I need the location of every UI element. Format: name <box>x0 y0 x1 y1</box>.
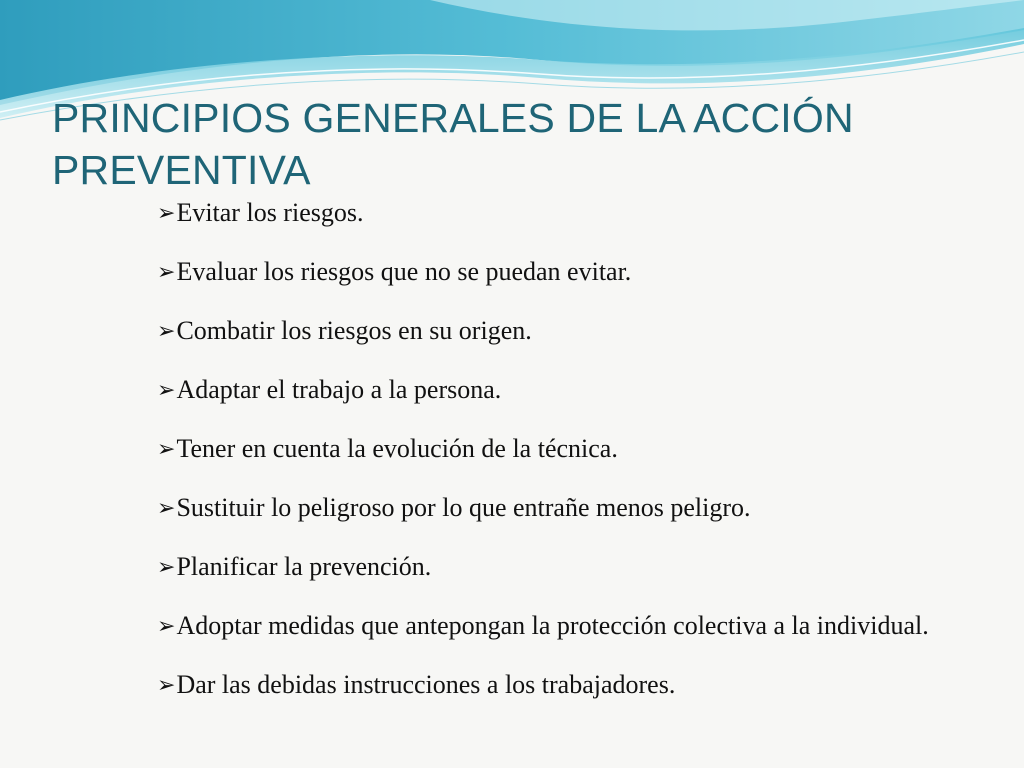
bullet-text: Evaluar los riesgos que no se puedan evitar. <box>176 257 632 286</box>
arrow-bullet-icon: ➢ <box>157 259 176 284</box>
arrow-bullet-icon: ➢ <box>157 436 176 461</box>
bullet-item <box>157 255 967 290</box>
bullet-item <box>157 432 967 467</box>
bullet-item <box>157 550 967 585</box>
arrow-bullet-icon: ➢ <box>157 554 176 579</box>
bullet-text: Adoptar medidas que antepongan la protección colectiva a la individual. <box>176 611 929 640</box>
bullet-item <box>157 609 967 644</box>
bullet-text: Evitar los riesgos. <box>176 198 364 227</box>
bullet-item <box>157 668 967 703</box>
bullet-item <box>157 314 967 349</box>
arrow-bullet-icon: ➢ <box>157 672 176 697</box>
bullet-item <box>157 491 967 526</box>
bullet-item <box>157 373 967 408</box>
arrow-bullet-icon: ➢ <box>157 495 176 520</box>
bullet-item <box>157 196 967 231</box>
bullet-text: Combatir los riesgos en su origen. <box>176 316 532 345</box>
arrow-bullet-icon: ➢ <box>157 200 176 225</box>
bullet-text: Adaptar el trabajo a la persona. <box>176 375 502 404</box>
bullet-text: Tener en cuenta la evolución de la técnica. <box>176 434 618 463</box>
bullet-list <box>157 196 967 727</box>
arrow-bullet-icon: ➢ <box>157 377 176 402</box>
slide-title: PRINCIPIOS GENERALES DE LA ACCIÓN PREVENTIVA <box>52 95 854 193</box>
arrow-bullet-icon: ➢ <box>157 318 176 343</box>
arrow-bullet-icon: ➢ <box>157 613 176 638</box>
bullet-text: Sustituir lo peligroso por lo que entrañe menos peligro. <box>176 493 751 522</box>
bullet-text: Planificar la prevención. <box>176 552 432 581</box>
bullet-text: Dar las debidas instrucciones a los trabajadores. <box>176 670 676 699</box>
